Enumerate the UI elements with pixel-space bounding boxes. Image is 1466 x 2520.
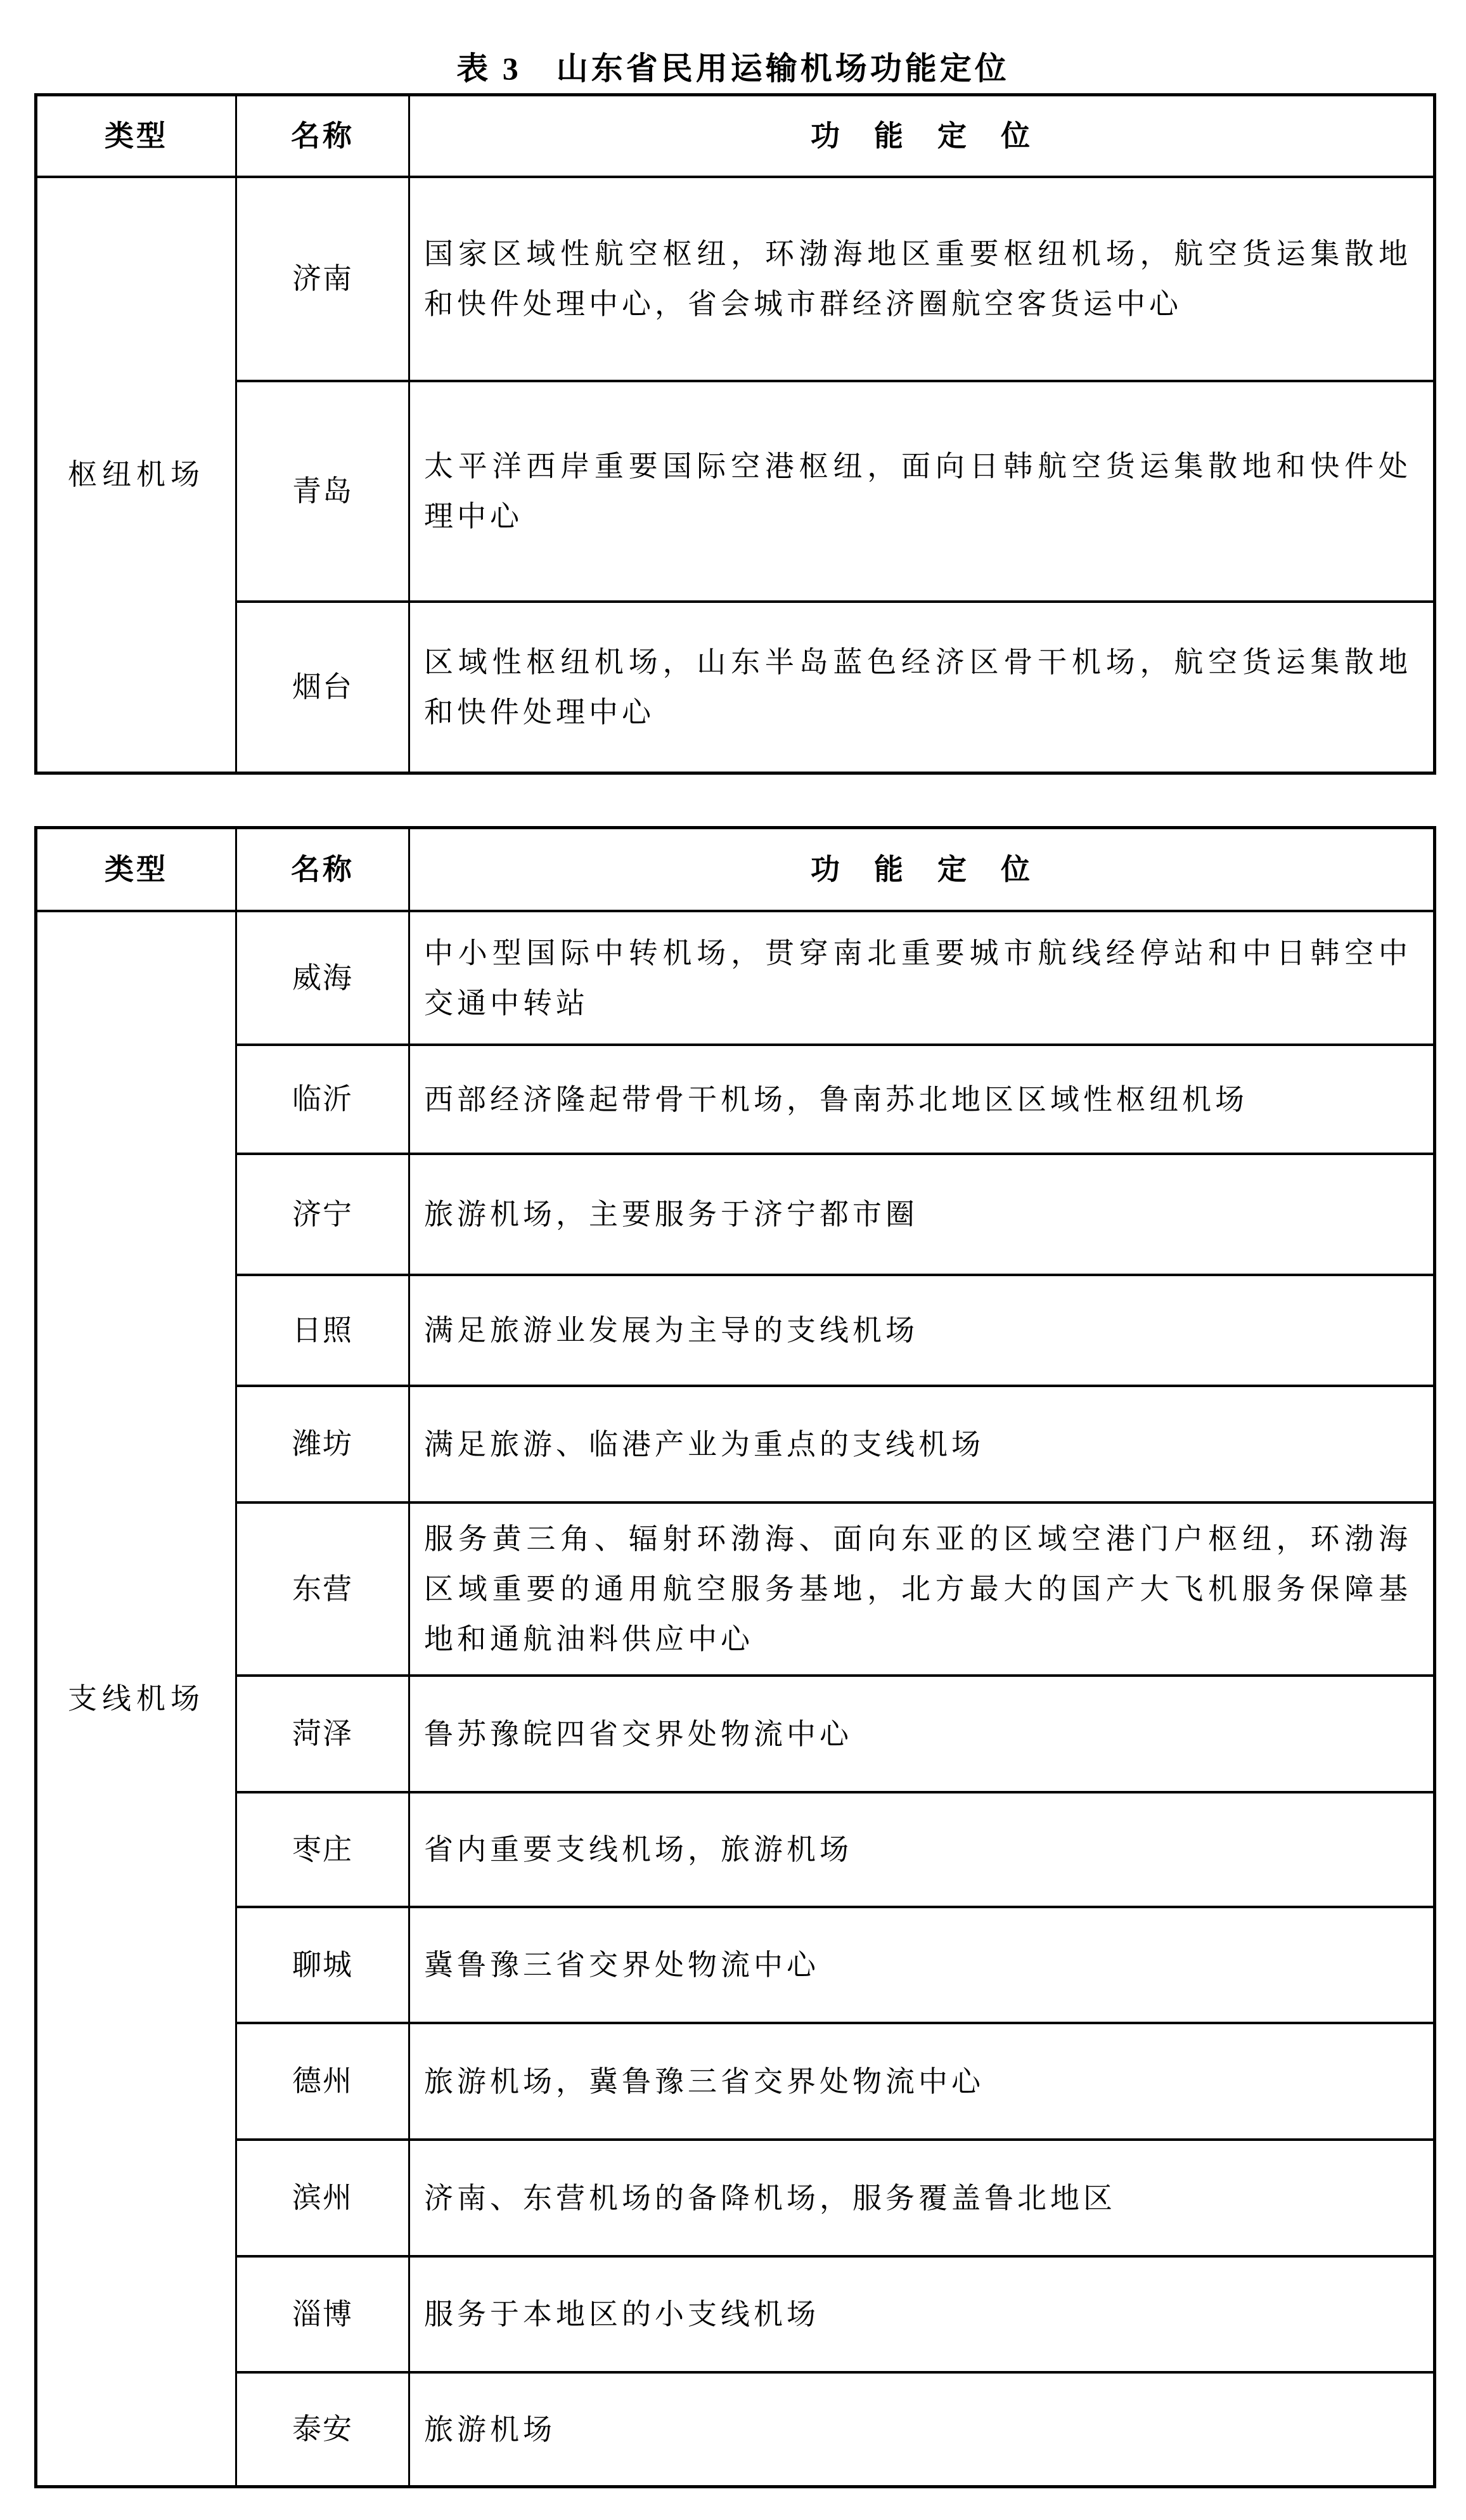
airport-function-cell: 太平洋西岸重要国际空港枢纽，面向日韩航空货运集散地和快件处理中心 (408, 380, 1433, 600)
airport-function-cell: 中小型国际中转机场，贯穿南北重要城市航线经停站和中日韩空中交通中转站 (408, 910, 1433, 1044)
column-header-function: 功 能 定 位 (408, 96, 1433, 176)
airport-name-cell: 潍坊 (235, 1385, 408, 1501)
airport-name-cell: 泰安 (235, 2371, 408, 2485)
airport-function-cell: 鲁苏豫皖四省交界处物流中心 (408, 1674, 1433, 1791)
airport-function-cell: 服务于本地区的小支线机场 (408, 2255, 1433, 2371)
airport-type-label: 支线机场 (37, 910, 235, 2485)
airport-function-cell: 满足旅游业发展为主导的支线机场 (408, 1274, 1433, 1385)
airport-name-cell: 烟台 (235, 600, 408, 772)
column-header-function: 功 能 定 位 (408, 829, 1433, 910)
airport-name-cell: 济宁 (235, 1153, 408, 1274)
airport-function-cell: 服务黄三角、辐射环渤海、面向东亚的区域空港门户枢纽，环渤海区域重要的通用航空服务基地，北方最大的国产大飞机服务保障基地和通航油料供应中心 (408, 1501, 1433, 1674)
column-header-name: 名称 (235, 829, 408, 910)
airport-function-cell: 满足旅游、临港产业为重点的支线机场 (408, 1385, 1433, 1501)
airport-function-cell: 国家区域性航空枢纽，环渤海地区重要枢纽机场，航空货运集散地和快件处理中心，省会城市群经济圈航空客货运中心 (408, 176, 1433, 380)
hub-airports-table (34, 93, 1436, 775)
airport-type-label: 枢纽机场 (37, 176, 235, 772)
airport-name-cell: 淄博 (235, 2255, 408, 2371)
airport-name-cell: 临沂 (235, 1044, 408, 1153)
airport-name-cell: 滨州 (235, 2138, 408, 2255)
airport-name-cell: 威海 (235, 910, 408, 1044)
column-header-type: 类型 (105, 853, 168, 886)
airport-name-cell: 日照 (235, 1274, 408, 1385)
airport-name-cell: 聊城 (235, 1906, 408, 2022)
column-header-name: 名称 (235, 96, 408, 176)
airport-function-cell: 西部经济隆起带骨干机场，鲁南苏北地区区域性枢纽机场 (408, 1044, 1433, 1153)
airport-function-cell: 济南、东营机场的备降机场，服务覆盖鲁北地区 (408, 2138, 1433, 2255)
regional-airports-table (34, 826, 1436, 2488)
airport-name-cell: 枣庄 (235, 1791, 408, 1906)
airport-function-cell: 旅游机场 (408, 2371, 1433, 2485)
airport-function-cell: 冀鲁豫三省交界处物流中心 (408, 1906, 1433, 2022)
airport-name-cell: 菏泽 (235, 1674, 408, 1791)
airport-name-cell: 济南 (235, 176, 408, 380)
airport-name-cell: 德州 (235, 2022, 408, 2138)
airport-function-cell: 区域性枢纽机场，山东半岛蓝色经济区骨干机场，航空货运集散地和快件处理中心 (408, 600, 1433, 772)
airport-name-cell: 青岛 (235, 380, 408, 600)
column-header-type: 类型 (105, 119, 168, 152)
airport-name-cell: 东营 (235, 1501, 408, 1674)
table-title: 表 3 山东省民用运输机场功能定位 (456, 51, 1010, 86)
airport-function-cell: 旅游机场，主要服务于济宁都市圈 (408, 1153, 1433, 1274)
airport-function-cell: 旅游机场，冀鲁豫三省交界处物流中心 (408, 2022, 1433, 2138)
airport-function-cell: 省内重要支线机场，旅游机场 (408, 1791, 1433, 1906)
